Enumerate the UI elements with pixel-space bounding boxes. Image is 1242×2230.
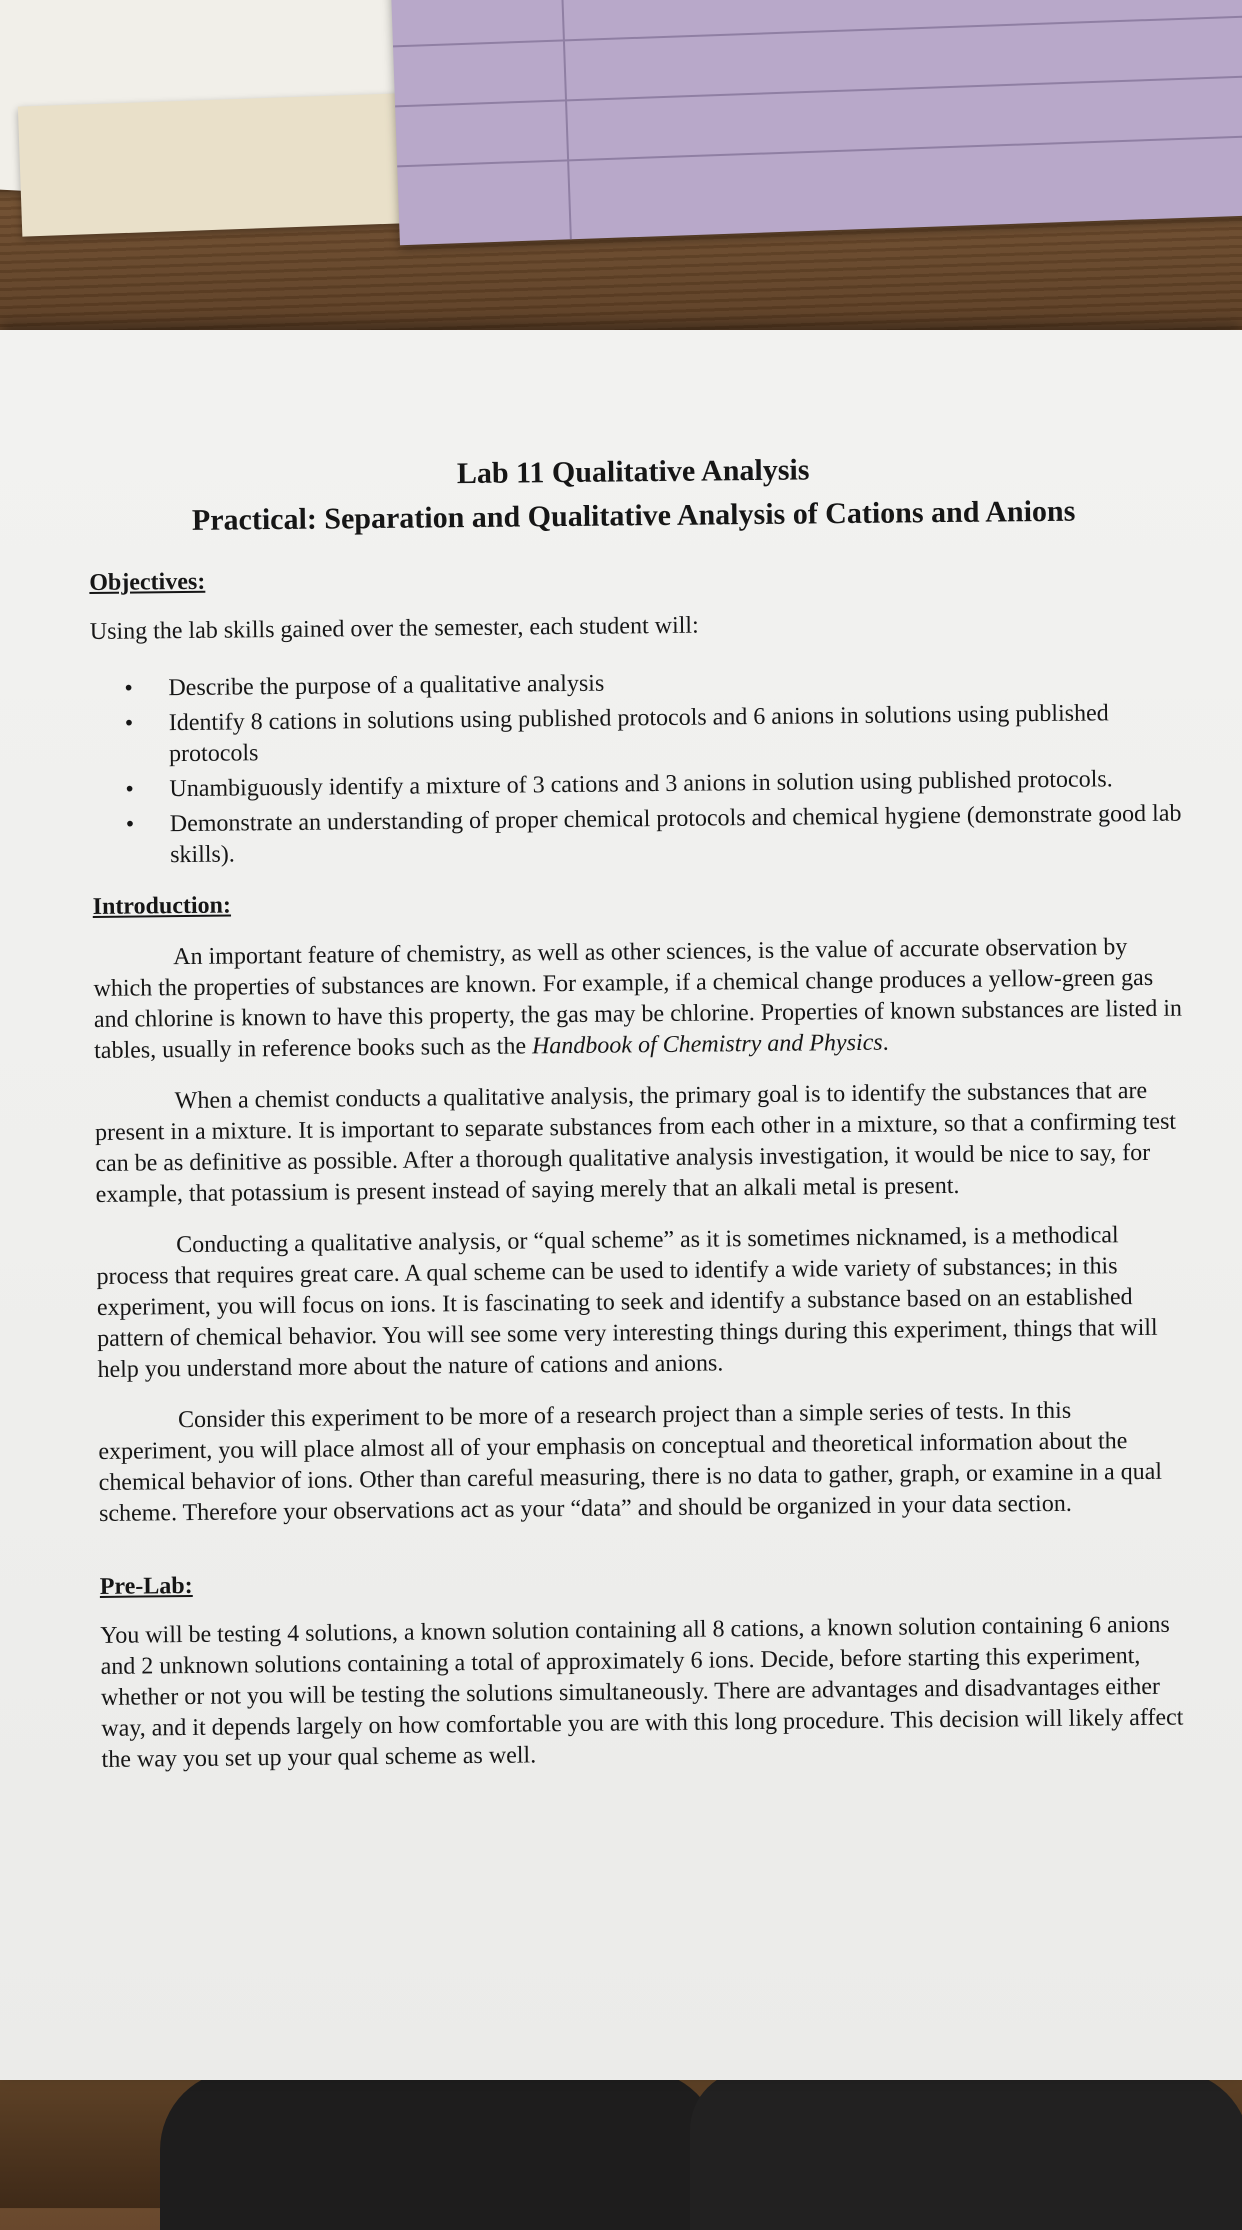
objective-text: Describe the purpose of a qualitative analysis (168, 670, 605, 702)
objective-text: Unambiguously identify a mixture of 3 cations and 3 anions in solution using published protocols. (169, 766, 1113, 803)
objective-text: Identify 8 cations in solutions using published protocols and 6 anions in solutions using published protocols (168, 700, 1109, 768)
objective-text: Demonstrate an understanding of proper chemical protocols and chemical hygiene (demonstrate good lab skills). (169, 800, 1182, 869)
background-cream-sheet (18, 93, 402, 236)
objectives-heading: Objectives: (89, 568, 206, 596)
bullet-icon: • (125, 811, 135, 838)
introduction-paragraph-1 (93, 932, 1184, 1067)
page-content (88, 449, 1192, 1776)
sheet-margin-line (560, 0, 571, 239)
introduction-heading: Introduction: (92, 892, 232, 920)
prelab-heading: Pre-Lab: (99, 1572, 193, 1600)
sheet-rule-line (397, 135, 1242, 168)
bullet-icon: • (124, 710, 134, 737)
bullet-icon: • (125, 776, 134, 803)
paragraph-text: . (882, 1029, 889, 1056)
dark-foreground-object (690, 2070, 1242, 2230)
objectives-intro: Using the lab skills gained over the semester, each student will: (89, 612, 699, 645)
lab-handout-page (0, 330, 1242, 2080)
bullet-icon: • (124, 675, 133, 702)
paragraph-text: An important feature of chemistry, as well as other sciences, is the value of accurate observation by which the properties of substances are known. For example, if a chemical change produces a yellow-green gas and chlorine is known to have this property, the gas may be chlorine. Properties of known substances are listed in tables, usually in reference books such as the (93, 934, 1183, 1064)
document-subtitle: Practical: Separation and Qualitative Analysis of Cations and Anions (191, 494, 1076, 537)
list-item (91, 698, 1182, 771)
reference-book-title: Handbook of Chemistry and Physics (531, 1029, 883, 1060)
introduction-paragraph-4: Consider this experiment to be more of a research project than a simple series of tests. In this experiment, you will place almost all of your emphasis on conceptual and theoretical information about the chemical behavior of ions. Other than careful measuring, there is no data to gather, graph, or examine in a qual scheme. Therefore your observations act as your “data” and should be organized in your data section. (98, 1397, 1163, 1527)
prelab-paragraph: You will be testing 4 solutions, a known solution containing all 8 cations, a known solution containing 6 anions and 2 unknown solutions containing a total of approximately 6 ions. Decide, before starting this experiment, whether or not you will be testing the solutions simultaneously. There are advantages and disadvantages either way, and it depends largely on how comfortable you are with this long procedure. This decision will likely affect the way you set up your qual scheme as well. (100, 1611, 1184, 1773)
list-item (92, 799, 1183, 872)
introduction-paragraph-3: Conducting a qualitative analysis, or “qual scheme” as it is sometimes nicknamed, is a methodical process that requires great care. A qual scheme can be used to identify a wide variety of substances; in this experiment, you will focus on ions. It is fascinating to seek and identify a substance based on an established pattern of chemical behavior. You will see some very interesting things during this experiment, things that will help you understand more about the nature of cations and anions. (96, 1222, 1158, 1383)
introduction-paragraph-2: When a chemist conducts a qualitative analysis, the primary goal is to identify the substances that are present in a mixture. It is important to separate substances from each other in a mixture, so that a confirming test can be as definitive as possible. After a thorough qualitative analysis investigation, it would be nice to say, for example, that potassium is present instead of saying merely that an alkali metal is present. (94, 1077, 1177, 1208)
sheet-rule-line (393, 15, 1242, 48)
sheet-rule-line (395, 75, 1242, 108)
objectives-list (90, 663, 1182, 872)
dark-foreground-object (160, 2070, 720, 2230)
background-purple-sheet (391, 0, 1242, 245)
document-title: Lab 11 Qualitative Analysis (456, 453, 810, 491)
